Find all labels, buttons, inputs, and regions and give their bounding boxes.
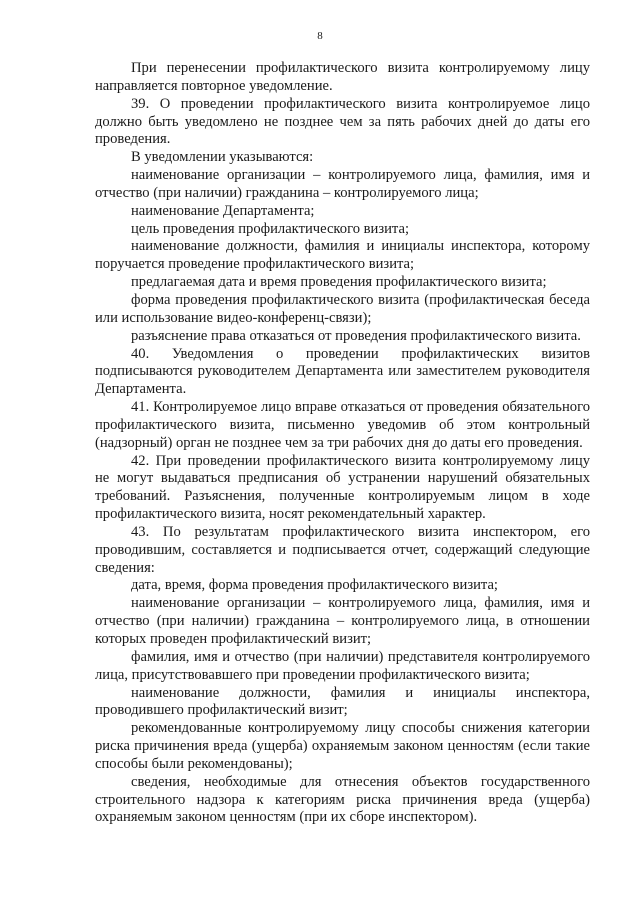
paragraph: сведения, необходимые для отнесения объектов государственного строительного надзора к категориям риска причинения вреда (ущерба) охраняемым законом ценностям (при их сборе инспектором).: [95, 773, 590, 826]
paragraph: наименование организации – контролируемого лица, фамилия, имя и отчество (при наличии) гражданина – контролируемого лица;: [95, 167, 590, 201]
page-number: 8: [317, 30, 323, 42]
paragraph: 41. Контролируемое лицо вправе отказаться от проведения обязательного профилактического визита, письменно уведомив об этом контрольный (надзорный) орган не позднее чем за три рабочих дня до даты его проведения.: [95, 399, 590, 451]
paragraph: 39. О проведении профилактического визита контролируемое лицо должно быть уведомлено не позднее чем за пять рабочих дней до даты его проведения.: [95, 95, 590, 148]
paragraph: 42. При проведении профилактического визита контролируемому лицу не могут выдаваться предписания об устранении нарушений обязательных требований. Разъяснения, полученные контролируемым лицом в ходе профилактического визита, носят рекомендательный характер.: [95, 452, 590, 523]
paragraph: дата, время, форма проведения профилактического визита;: [131, 577, 498, 594]
paragraph: В уведомлении указываются:: [131, 149, 314, 166]
paragraph: наименование должности, фамилия и инициалы инспектора, проводившего профилактический визит;: [95, 684, 590, 719]
paragraph: наименование Департамента;: [131, 202, 315, 219]
document-body: [95, 60, 590, 827]
paragraph: наименование должности, фамилия и инициалы инспектора, которому поручается проведение профилактического визита;: [95, 238, 590, 273]
paragraph: фамилия, имя и отчество (при наличии) представителя контролируемого лица, присутствовавшего при проведении профилактического визита;: [95, 648, 590, 683]
paragraph: наименование организации – контролируемого лица, фамилия, имя и отчество (при наличии) гражданина – контролируемого лица, в отношении которых проведен профилактический визит;: [95, 595, 590, 647]
paragraph: рекомендованные контролируемому лицу способы снижения категории риска причинения вреда (ущерба) охраняемым законом ценностям (если такие способы были рекомендованы);: [95, 720, 590, 772]
paragraph: При перенесении профилактического визита контролируемому лицу направляется повторное уведомление.: [95, 60, 590, 94]
paragraph: цель проведения профилактического визита;: [131, 220, 410, 237]
paragraph: форма проведения профилактического визита (профилактическая беседа или использование видео-конференц-связи);: [95, 291, 590, 326]
paragraph: 40. Уведомления о проведении профилактических визитов подписываются руководителем Департамента или заместителем руководителя Департамента.: [95, 345, 590, 398]
paragraph: 43. По результатам профилактического визита инспектором, его проводившим, составляется и подписывается отчет, содержащий следующие сведения:: [95, 523, 590, 576]
paragraph: разъяснение права отказаться от проведения профилактического визита.: [131, 327, 581, 344]
paragraph: предлагаемая дата и время проведения профилактического визита;: [131, 274, 547, 291]
